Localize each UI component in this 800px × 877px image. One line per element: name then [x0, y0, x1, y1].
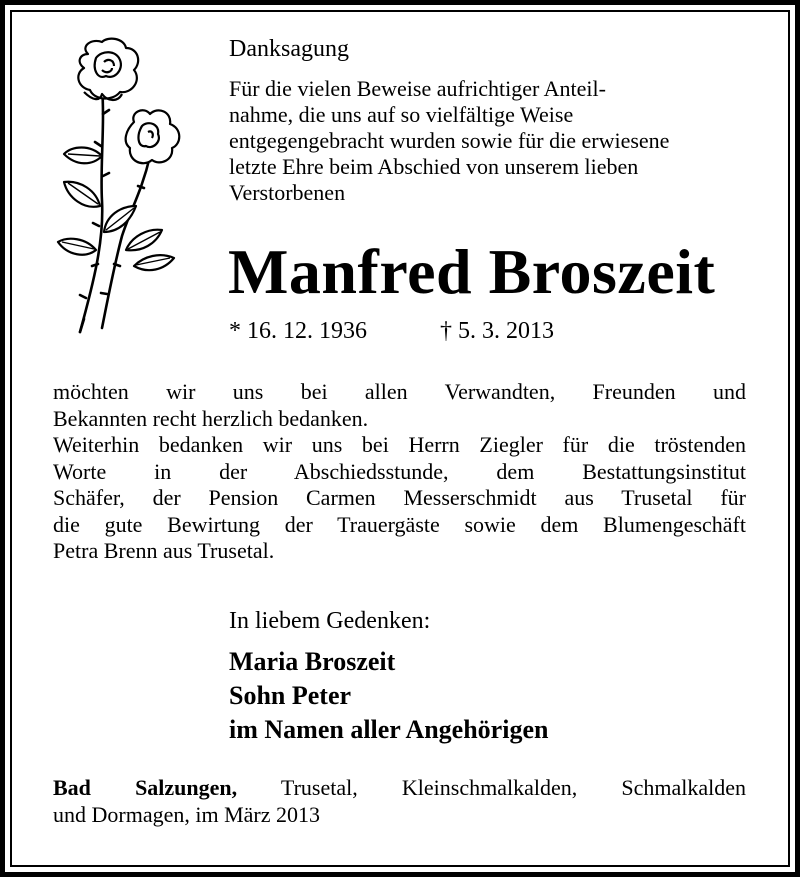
- rose-illustration-icon: [50, 36, 200, 336]
- intro-line: letzte Ehre beim Abschied von unserem lieben: [229, 154, 639, 179]
- signer: Sohn Peter: [229, 681, 352, 710]
- intro-line: entgegengebracht wurden sowie für die erwiesene: [229, 128, 670, 153]
- body-line: Schäfer, der Pension Carmen Messerschmidt aus Trusetal für: [53, 485, 746, 510]
- signers-list: [229, 645, 548, 747]
- body-line: möchten wir uns bei allen Verwandten, Freunden und: [53, 379, 746, 404]
- deceased-name: Manfred Broszeit: [228, 236, 716, 307]
- death-date: † 5. 3. 2013: [440, 318, 554, 344]
- intro-line: Verstorbenen: [229, 180, 346, 205]
- place-line-2: und Dormagen, im März 2013: [53, 801, 320, 827]
- place-rest: Trusetal, Kleinschmalkalden, Schmalkalden: [237, 775, 746, 800]
- body-line: Weiterhin bedanken wir uns bei Herrn Ziegler für die tröstenden: [53, 432, 746, 457]
- body-line: Worte in der Abschiedsstunde, dem Bestattungsinstitut: [53, 458, 746, 484]
- body-line: Petra Brenn aus Trusetal.: [53, 538, 275, 563]
- signer: Maria Broszeit: [229, 647, 396, 676]
- heading-danksagung: Danksagung: [229, 36, 349, 62]
- birth-date: * 16. 12. 1936: [229, 318, 367, 344]
- place-and-date: [53, 775, 746, 828]
- intro-line: Für die vielen Beweise aufrichtiger Anteil-: [229, 76, 606, 101]
- place-line: [53, 775, 746, 802]
- thanks-body: [53, 379, 746, 565]
- intro-line: nahme, die uns auf so vielfältige Weise: [229, 102, 574, 127]
- place-bold: Bad Salzungen,: [53, 775, 238, 800]
- life-dates: [229, 316, 554, 346]
- memory-line: In liebem Gedenken:: [229, 608, 431, 634]
- body-line: Bekannten recht herzlich bedanken.: [53, 405, 369, 431]
- body-line: die gute Bewirtung der Trauergäste sowie dem Blumengeschäft: [53, 511, 746, 537]
- signer: im Namen aller Angehörigen: [229, 715, 549, 744]
- intro-text: [229, 76, 746, 206]
